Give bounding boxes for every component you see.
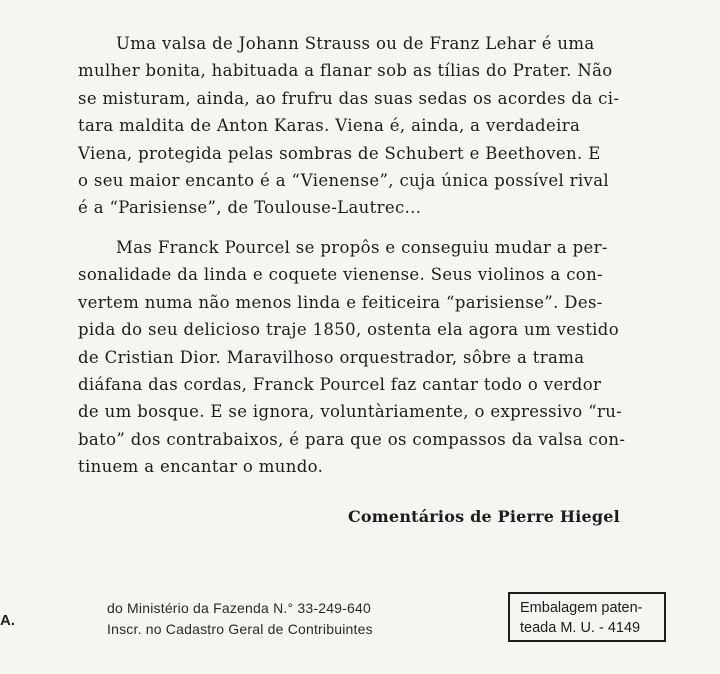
cropped-edge-text: A. bbox=[0, 612, 15, 629]
text-line: de um bosque. E se ignora, voluntàriamente, o expressivo “ru- bbox=[78, 402, 623, 422]
text-line: pida do seu delicioso traje 1850, ostenta ela agora um vestido bbox=[78, 320, 620, 340]
registration-line: do Ministério da Fazenda N.° 33-249-640 bbox=[107, 600, 371, 616]
text-line: é a “Parisiense”, de Toulouse-Lautrec... bbox=[78, 198, 422, 218]
patent-line: teada M. U. - 4149 bbox=[520, 620, 641, 636]
text-line: se misturam, ainda, ao frufru das suas sedas os acordes da ci- bbox=[78, 88, 620, 108]
paragraph-1 bbox=[78, 30, 684, 222]
text-line: Uma valsa de Johann Strauss ou de Franz Lehar é uma bbox=[116, 34, 595, 53]
tax-registration bbox=[107, 598, 373, 640]
text-line: bato” dos contrabaixos, é para que os compassos da valsa con- bbox=[78, 429, 626, 449]
text-line: Mas Franck Pourcel se propôs e conseguiu mudar a per- bbox=[116, 238, 608, 257]
text-line: o seu maior encanto é a “Vienense”, cuja única possível rival bbox=[78, 171, 610, 191]
paragraph-2 bbox=[78, 234, 684, 481]
text-line: Viena, protegida pelas sombras de Schubert e Beethoven. E bbox=[78, 143, 601, 163]
text-line: tara maldita de Anton Karas. Viena é, ainda, a verdadeira bbox=[78, 116, 581, 136]
text-line: diáfana das cordas, Franck Pourcel faz cantar todo o verdor bbox=[78, 375, 602, 395]
patent-line: Embalagem paten- bbox=[520, 600, 643, 616]
patent-notice-box bbox=[508, 592, 666, 642]
text-line: sonalidade da linda e coquete vienense. Seus violinos a con- bbox=[78, 265, 603, 285]
author-signature: Comentários de Pierre Hiegel bbox=[348, 507, 620, 526]
text-line: tinuem a encantar o mundo. bbox=[78, 457, 324, 477]
registration-line: Inscr. no Cadastro Geral de Contribuintes bbox=[107, 621, 373, 637]
text-line: vertem numa não menos linda e feiticeira “parisiense”. Des- bbox=[78, 292, 603, 312]
text-line: mulher bonita, habituada a flanar sob as tílias do Prater. Não bbox=[78, 61, 613, 81]
text-line: de Cristian Dior. Maravilhoso orquestrador, sôbre a trama bbox=[78, 347, 585, 367]
